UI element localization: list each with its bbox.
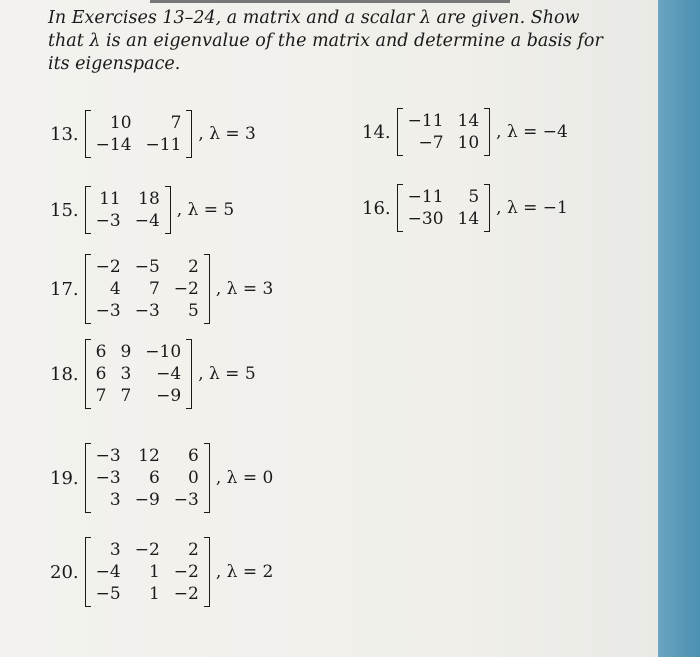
matrix-entry: −30 [407,209,444,229]
matrix-entry: −2 [173,584,199,604]
matrix-entry: −5 [134,257,160,277]
matrix-entry: 10 [457,133,480,153]
matrix-entry: 12 [138,446,160,466]
matrix-entry: 9 [120,342,132,362]
matrix-entry: 2 [188,540,199,560]
matrix-entry: −3 [173,490,199,510]
matrix [397,184,491,232]
instructions-text: In Exercises 13–24, a matrix and a scalar λ are given. Show that λ is an eigenvalue of the matrix and determine a basis for its eigenspace. [48,8,603,74]
matrix-entry: −4 [95,562,121,582]
right-bracket [165,186,171,234]
matrix-entry: −9 [134,490,160,510]
matrix-entry: 7 [148,279,160,299]
exercise-16 [362,184,568,232]
exercise-number: 16. [362,197,391,219]
matrix-entry: −14 [95,135,132,155]
exercise-19 [50,443,273,513]
exercise-number: 18. [50,363,79,385]
matrix [397,108,491,156]
matrix-entry: 3 [109,490,121,510]
exercise-17 [50,254,273,324]
matrix-entry: 6 [188,446,199,466]
exercise-18 [50,339,256,409]
matrix-entry: −4 [134,211,160,231]
matrix [85,443,210,513]
matrix-entry: −3 [134,301,160,321]
matrix-entry: 11 [99,189,121,209]
matrix-entries [91,537,204,607]
matrix-entry: 5 [188,301,199,321]
matrix [85,186,171,234]
matrix-entry: 6 [148,468,160,488]
matrix-entry: −10 [145,342,182,362]
matrix-entries [403,108,485,156]
exercise-number: 17. [50,278,79,300]
matrix-entries [91,110,187,158]
matrix-entry: −11 [407,111,444,131]
matrix-entry: −7 [418,133,444,153]
matrix-entry: 4 [109,279,121,299]
matrix-entry: −11 [407,187,444,207]
matrix-entry: −2 [134,540,160,560]
matrix-entries [91,443,204,513]
right-bracket [186,339,192,409]
matrix-entry: 0 [188,468,199,488]
exercise-15 [50,186,234,234]
exercise-number: 14. [362,121,391,143]
matrix-entry: 14 [457,111,480,131]
eigenvalue-label: , λ = 2 [215,562,274,582]
matrix-entry: −3 [95,468,121,488]
matrix-entry: −3 [95,301,121,321]
matrix-entries [91,254,204,324]
exercise-13 [50,110,256,158]
matrix-entry: 6 [95,364,107,384]
right-bracket [204,443,210,513]
matrix [85,339,193,409]
matrix-entry: 7 [95,386,107,406]
top-rule [150,0,510,3]
eigenvalue-label: , λ = −4 [496,122,568,142]
exercise-number: 13. [50,123,79,145]
matrix-entry: 14 [457,209,480,229]
matrix-entry: 1 [148,584,160,604]
matrix [85,110,193,158]
matrix-entry: −4 [156,364,182,384]
matrix-entries [91,186,165,234]
matrix [85,254,210,324]
matrix-entry: −3 [95,446,121,466]
eigenvalue-label: , λ = 5 [176,200,235,220]
exercise-number: 20. [50,561,79,583]
matrix-entries [91,339,187,409]
right-bracket [484,184,490,232]
matrix-entry: −2 [173,279,199,299]
matrix-entry: 5 [468,187,480,207]
right-bracket [186,110,192,158]
matrix-entry: 10 [109,113,132,133]
exercise-20 [50,537,273,607]
exercise-14 [362,108,568,156]
matrix-entry: −2 [95,257,121,277]
matrix-entry: 3 [120,364,132,384]
matrix-entry: −3 [95,211,121,231]
eigenvalue-label: , λ = −1 [496,198,568,218]
matrix-entry: 7 [170,113,182,133]
matrix-entry: 6 [95,342,107,362]
eigenvalue-label: , λ = 3 [215,279,274,299]
exercise-number: 19. [50,467,79,489]
right-bracket [204,254,210,324]
matrix [85,537,210,607]
matrix-entry: −9 [156,386,182,406]
matrix-entries [403,184,485,232]
eigenvalue-label: , λ = 3 [198,124,256,144]
matrix-entry: −2 [173,562,199,582]
matrix-entry: 2 [188,257,199,277]
matrix-entry: −5 [95,584,121,604]
eigenvalue-label: , λ = 5 [198,364,256,384]
right-bracket [204,537,210,607]
exercise-number: 15. [50,199,79,221]
eigenvalue-label: , λ = 0 [215,468,274,488]
matrix-entry: 3 [109,540,121,560]
right-bracket [484,108,490,156]
matrix-entry: 7 [120,386,132,406]
matrix-entry: 1 [148,562,160,582]
book-edge [658,0,700,657]
matrix-entry: 18 [138,189,160,209]
matrix-entry: −11 [145,135,182,155]
